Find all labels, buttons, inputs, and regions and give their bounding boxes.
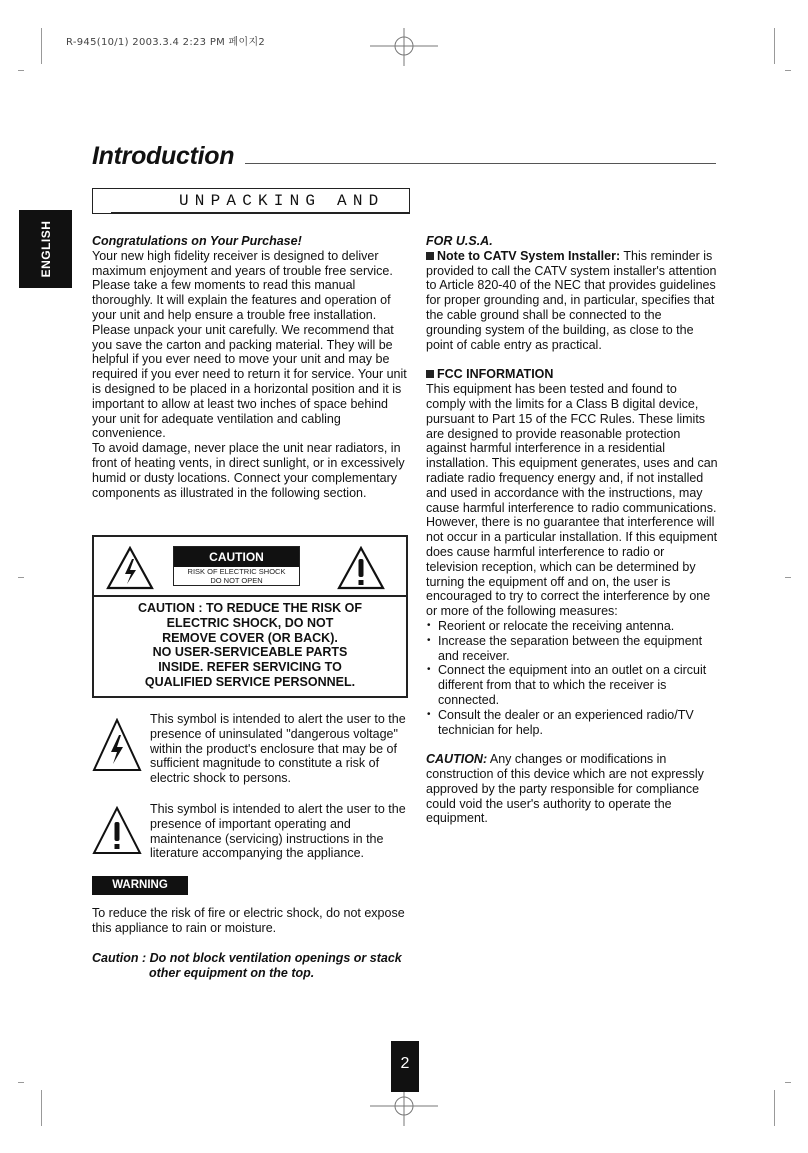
- caution-label-sub-1: RISK OF ELECTRIC SHOCK: [187, 567, 286, 576]
- crop-mark: [785, 70, 791, 71]
- crop-mark: [785, 577, 791, 578]
- page-title: Introduction: [92, 142, 235, 170]
- language-tab-label: ENGLISH: [38, 220, 53, 278]
- fcc-caution-text: Any changes or modifications in construction of this device which are not expressly approved by the party responsible for compliance could void the user's authority to operate the equipment.: [426, 752, 704, 826]
- exclamation-symbol-icon: [92, 806, 142, 856]
- intro-paragraph: Your new high fidelity receiver is designed to deliver maximum enjoyment and years of trouble free service. Please take a few moments to read this manual thoroughly. It will explain the features and operation of your unit and help ensure a trouble free installation. Please unpack your unit carefully. We recommend that you save the carton and packing material. They will be helpful if you ever need to move your unit and may be required if you ever need to return it for service. Your unit is designed to be placed in a horizontal position and it is important to allow at least two inches of space behind your unit for adequate ventilation and cabling convenience.: [92, 248, 407, 441]
- left-column: [92, 234, 410, 500]
- catv-heading: Note to CATV System Installer:: [437, 248, 621, 263]
- warning-tag: WARNING: [92, 876, 188, 895]
- list-item: • Connect the equipment into an outlet on a circuit different from that to which the receiver is connected.: [426, 663, 718, 707]
- section-heading-box: [92, 188, 410, 214]
- crop-mark: [18, 70, 24, 71]
- caution-box: [92, 535, 408, 698]
- congrats-heading: Congratulations on Your Purchase!: [92, 234, 302, 248]
- caution-label-title: CAUTION: [174, 547, 299, 567]
- caution-label: [173, 546, 300, 586]
- section-heading-underline: [111, 212, 410, 214]
- list-item: • Consult the dealer or an experienced radio/TV technician for help.: [426, 708, 718, 738]
- list-item: • Increase the separation between the equipment and receiver.: [426, 634, 718, 664]
- caution-note: [92, 951, 410, 981]
- page-number: 2: [391, 1041, 419, 1092]
- caution-line: CAUTION : TO REDUCE THE RISK OF: [137, 601, 363, 615]
- registration-mark-bottom: [370, 1088, 438, 1126]
- catv-paragraph: [426, 249, 718, 353]
- usa-heading: FOR U.S.A.: [426, 234, 493, 248]
- fcc-caution-label: CAUTION:: [426, 752, 488, 767]
- fcc-paragraph: This equipment has been tested and found to comply with the limits for a Class B digital device, pursuant to Part 15 of the FCC Rules. These limits are designed to provide reasonable protection against harmful interference in a residential installation. This equipment generates, uses and can radiate radio frequency energy and, if not installed and used in accordance with the instructions, may cause harmful interference to radio communications. However, there is no guarantee that interference will not occur in a particular installation. If this equipment does cause harmful interference to radio or television reception, which can be determined by turning the equipment off and on, the user is encouraged to try to correct the interference by one or more of the following measures:: [426, 382, 718, 619]
- caution-label-sub-2: DO NOT OPEN: [210, 576, 263, 585]
- crop-mark: [41, 28, 42, 64]
- exclamation-warning-icon: [337, 546, 385, 590]
- print-header: R-945(10/1) 2003.3.4 2:23 PM 페이지2: [66, 37, 266, 48]
- caution-line: INSIDE. REFER SERVICING TO: [158, 660, 342, 675]
- caution-note-line-2: other equipment on the top.: [149, 965, 315, 980]
- crop-mark: [18, 1082, 24, 1083]
- caution-line: QUALIFIED SERVICE PERSONNEL.: [144, 674, 356, 689]
- registration-mark-top: [370, 28, 438, 66]
- right-column: [426, 234, 718, 826]
- section-heading: UNPACKING AND: [179, 192, 385, 210]
- damage-paragraph: To avoid damage, never place the unit near radiators, in front of heating vents, in direct sunlight, or in excessively humid or dusty locations. Connect your complementary components as illustrated in the following section.: [92, 441, 405, 500]
- fcc-heading: FCC INFORMATION: [437, 367, 554, 382]
- crop-mark: [18, 577, 24, 578]
- square-bullet-icon: [426, 370, 434, 378]
- crop-mark: [41, 1090, 42, 1126]
- warning-text: To reduce the risk of fire or electric shock, do not expose this appliance to rain or moisture.: [92, 906, 405, 935]
- list-item: • Reorient or relocate the receiving antenna.: [426, 619, 718, 634]
- caution-note-line-1: Caution : Do not block ventilation openings or stack: [92, 951, 402, 965]
- language-tab: [19, 210, 72, 288]
- caution-warning-text: [94, 601, 406, 690]
- symbol-voltage-text: This symbol is intended to alert the user to the presence of uninsulated "dangerous voltage" within the product's enclosure that may be of sufficient magnitude to constitute a risk of electric shock to persons.: [150, 712, 406, 786]
- caution-line: REMOVE COVER (OR BACK).: [162, 630, 338, 645]
- voltage-symbol-icon: [92, 718, 142, 772]
- fcc-heading-row: [426, 367, 718, 382]
- catv-text: This reminder is provided to call the CATV system installer's attention to Article 820-40 of the NEC that provides guidelines for proper grounding and, in particular, specifies that the cable ground shall be connected to the grounding system of the building, as close to the point of cable entry as practical.: [426, 248, 717, 352]
- voltage-warning-icon: [106, 546, 154, 590]
- fcc-caution-paragraph: [426, 752, 718, 826]
- crop-mark: [774, 28, 775, 64]
- caution-line: ELECTRIC SHOCK, DO NOT: [166, 615, 334, 630]
- crop-mark: [785, 1082, 791, 1083]
- symbol-exclamation-text: This symbol is intended to alert the user to the presence of important operating and maintenance (servicing) instructions in the literature accompanying the appliance.: [150, 802, 406, 861]
- measures-list: [426, 619, 718, 737]
- caution-line: NO USER-SERVICEABLE PARTS: [152, 645, 348, 660]
- crop-mark: [774, 1090, 775, 1126]
- title-rule: [245, 163, 716, 164]
- caution-divider: [94, 595, 406, 597]
- square-bullet-icon: [426, 252, 434, 260]
